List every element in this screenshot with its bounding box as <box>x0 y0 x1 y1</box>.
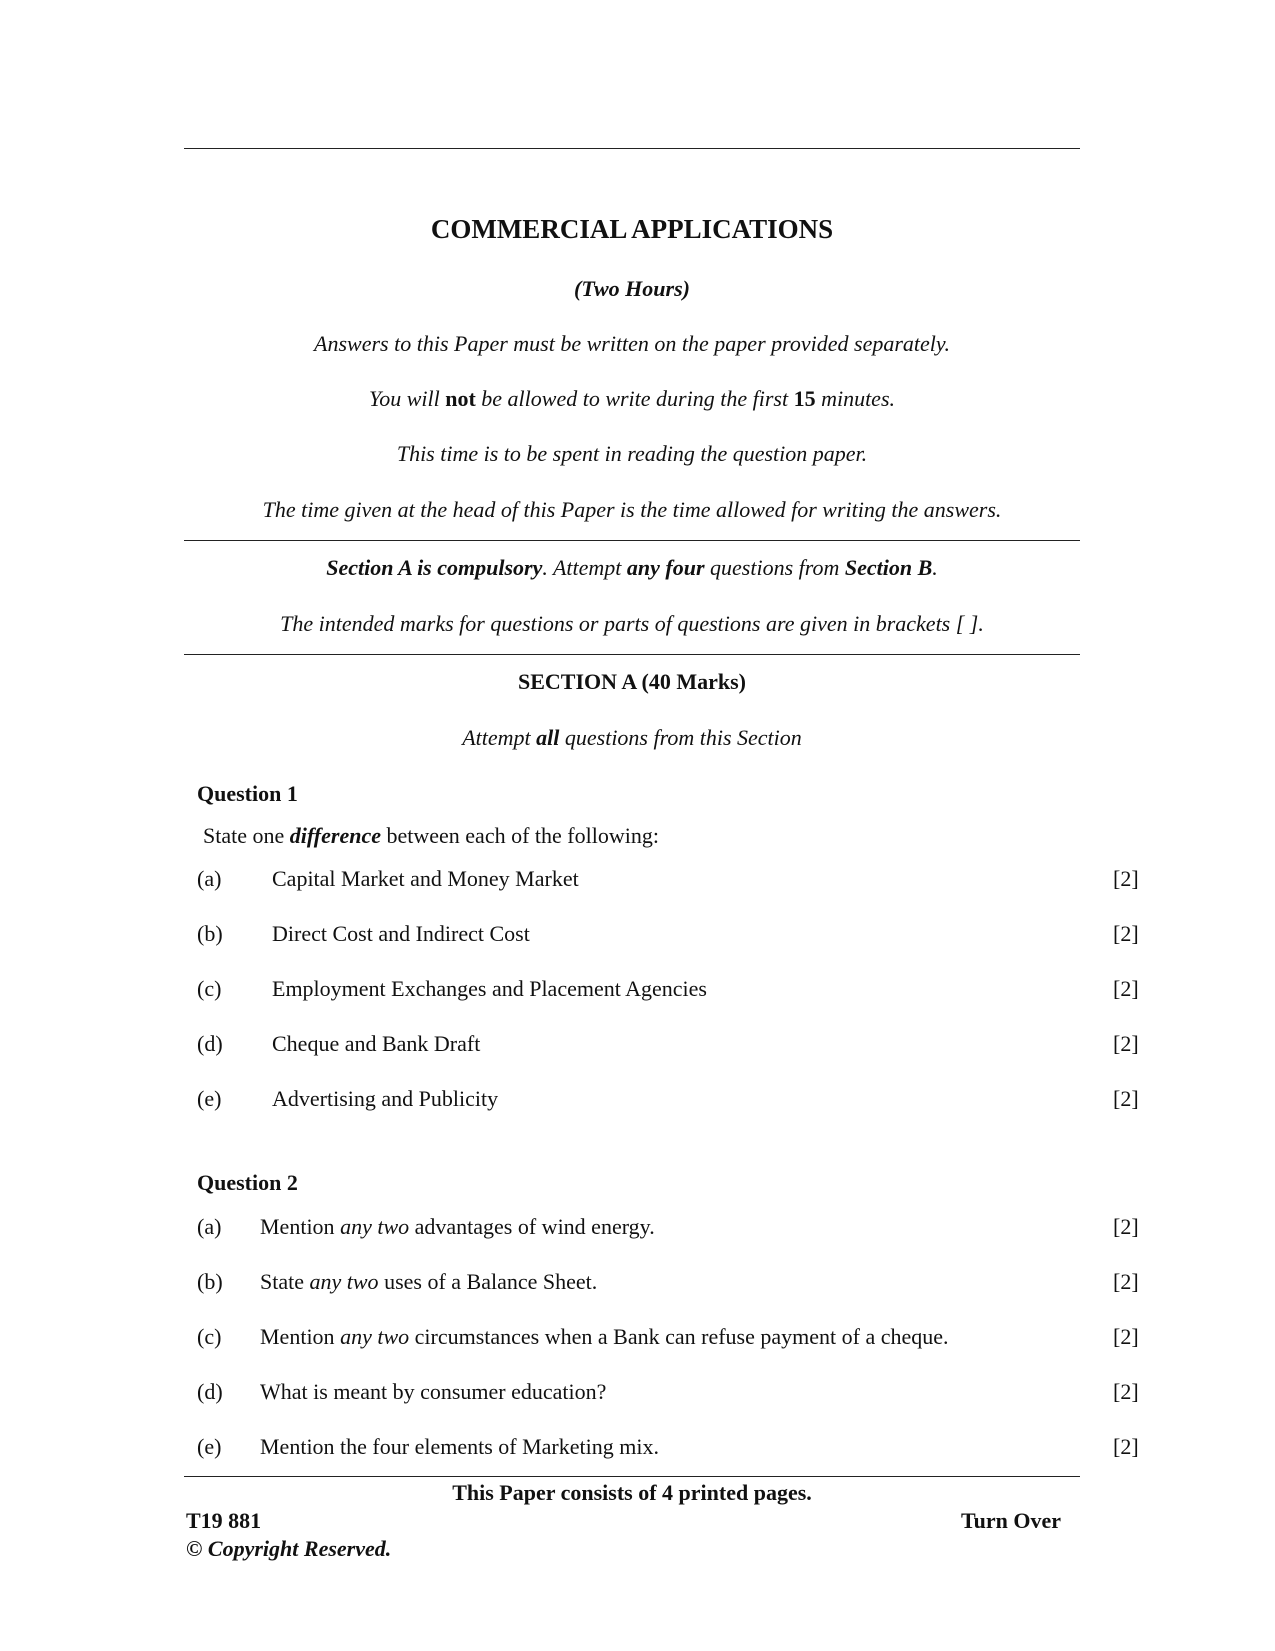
item-marks: [2] <box>1113 1214 1139 1239</box>
item-text: State any two uses of a Balance Sheet. <box>260 1269 598 1294</box>
item-text: Direct Cost and Indirect Cost <box>272 921 530 946</box>
item-text: Employment Exchanges and Placement Agencies <box>272 976 707 1001</box>
item-label: (e) <box>197 1086 222 1111</box>
marks-note: The intended marks for questions or parts of questions are given in brackets [ ]. <box>280 611 984 636</box>
item-label: (c) <box>197 976 222 1001</box>
item-label: (b) <box>197 921 223 946</box>
section-note: Section A is compulsory. Attempt any four questions from Section B. <box>326 555 938 580</box>
item-marks: [2] <box>1113 976 1139 1001</box>
section-a-instruction: Attempt all questions from this Section <box>462 725 802 750</box>
item-label: (a) <box>197 1214 222 1239</box>
item-marks: [2] <box>1113 921 1139 946</box>
question-2-title: Question 2 <box>197 1170 298 1195</box>
item-marks: [2] <box>1113 1379 1139 1404</box>
item-text: Mention any two advantages of wind energy. <box>260 1214 655 1239</box>
item-marks: [2] <box>1113 866 1139 891</box>
question-1-intro: State one difference between each of the following: <box>203 823 659 848</box>
item-text: Cheque and Bank Draft <box>272 1031 481 1056</box>
item-label: (d) <box>197 1031 223 1056</box>
instruction-2: You will not be allowed to write during the first 15 minutes. <box>368 386 896 411</box>
instruction-3: This time is to be spent in reading the question paper. <box>396 441 868 466</box>
item-marks: [2] <box>1113 1086 1139 1111</box>
item-label: (b) <box>197 1269 223 1294</box>
item-label: (a) <box>197 866 222 891</box>
copyright: © Copyright Reserved. <box>186 1536 392 1561</box>
paper-code: T19 881 <box>186 1508 262 1533</box>
footer-rule <box>184 1476 1080 1477</box>
page-count-note: This Paper consists of 4 printed pages. <box>452 1480 812 1505</box>
turn-over: Turn Over <box>961 1508 1062 1533</box>
item-text: Mention the four elements of Marketing mix. <box>260 1434 659 1459</box>
item-label: (d) <box>197 1379 223 1404</box>
item-marks: [2] <box>1113 1324 1139 1349</box>
item-label: (c) <box>197 1324 222 1349</box>
section-a-title: SECTION A (40 Marks) <box>518 669 746 694</box>
question-1-title: Question 1 <box>197 781 298 806</box>
item-text: What is meant by consumer education? <box>260 1379 607 1404</box>
item-marks: [2] <box>1113 1434 1139 1459</box>
top-rule <box>184 148 1080 149</box>
rule-3 <box>184 654 1080 655</box>
duration: (Two Hours) <box>574 276 690 301</box>
item-marks: [2] <box>1113 1031 1139 1056</box>
item-text: Advertising and Publicity <box>272 1086 499 1111</box>
instruction-1: Answers to this Paper must be written on the paper provided separately. <box>314 331 950 356</box>
rule-2 <box>184 540 1080 541</box>
item-text: Capital Market and Money Market <box>272 866 579 891</box>
item-text: Mention any two circumstances when a Bank can refuse payment of a cheque. <box>260 1324 949 1349</box>
paper-title: COMMERCIAL APPLICATIONS <box>430 214 834 244</box>
item-label: (e) <box>197 1434 222 1459</box>
item-marks: [2] <box>1113 1269 1139 1294</box>
instruction-4: The time given at the head of this Paper is the time allowed for writing the answers. <box>262 497 1002 522</box>
